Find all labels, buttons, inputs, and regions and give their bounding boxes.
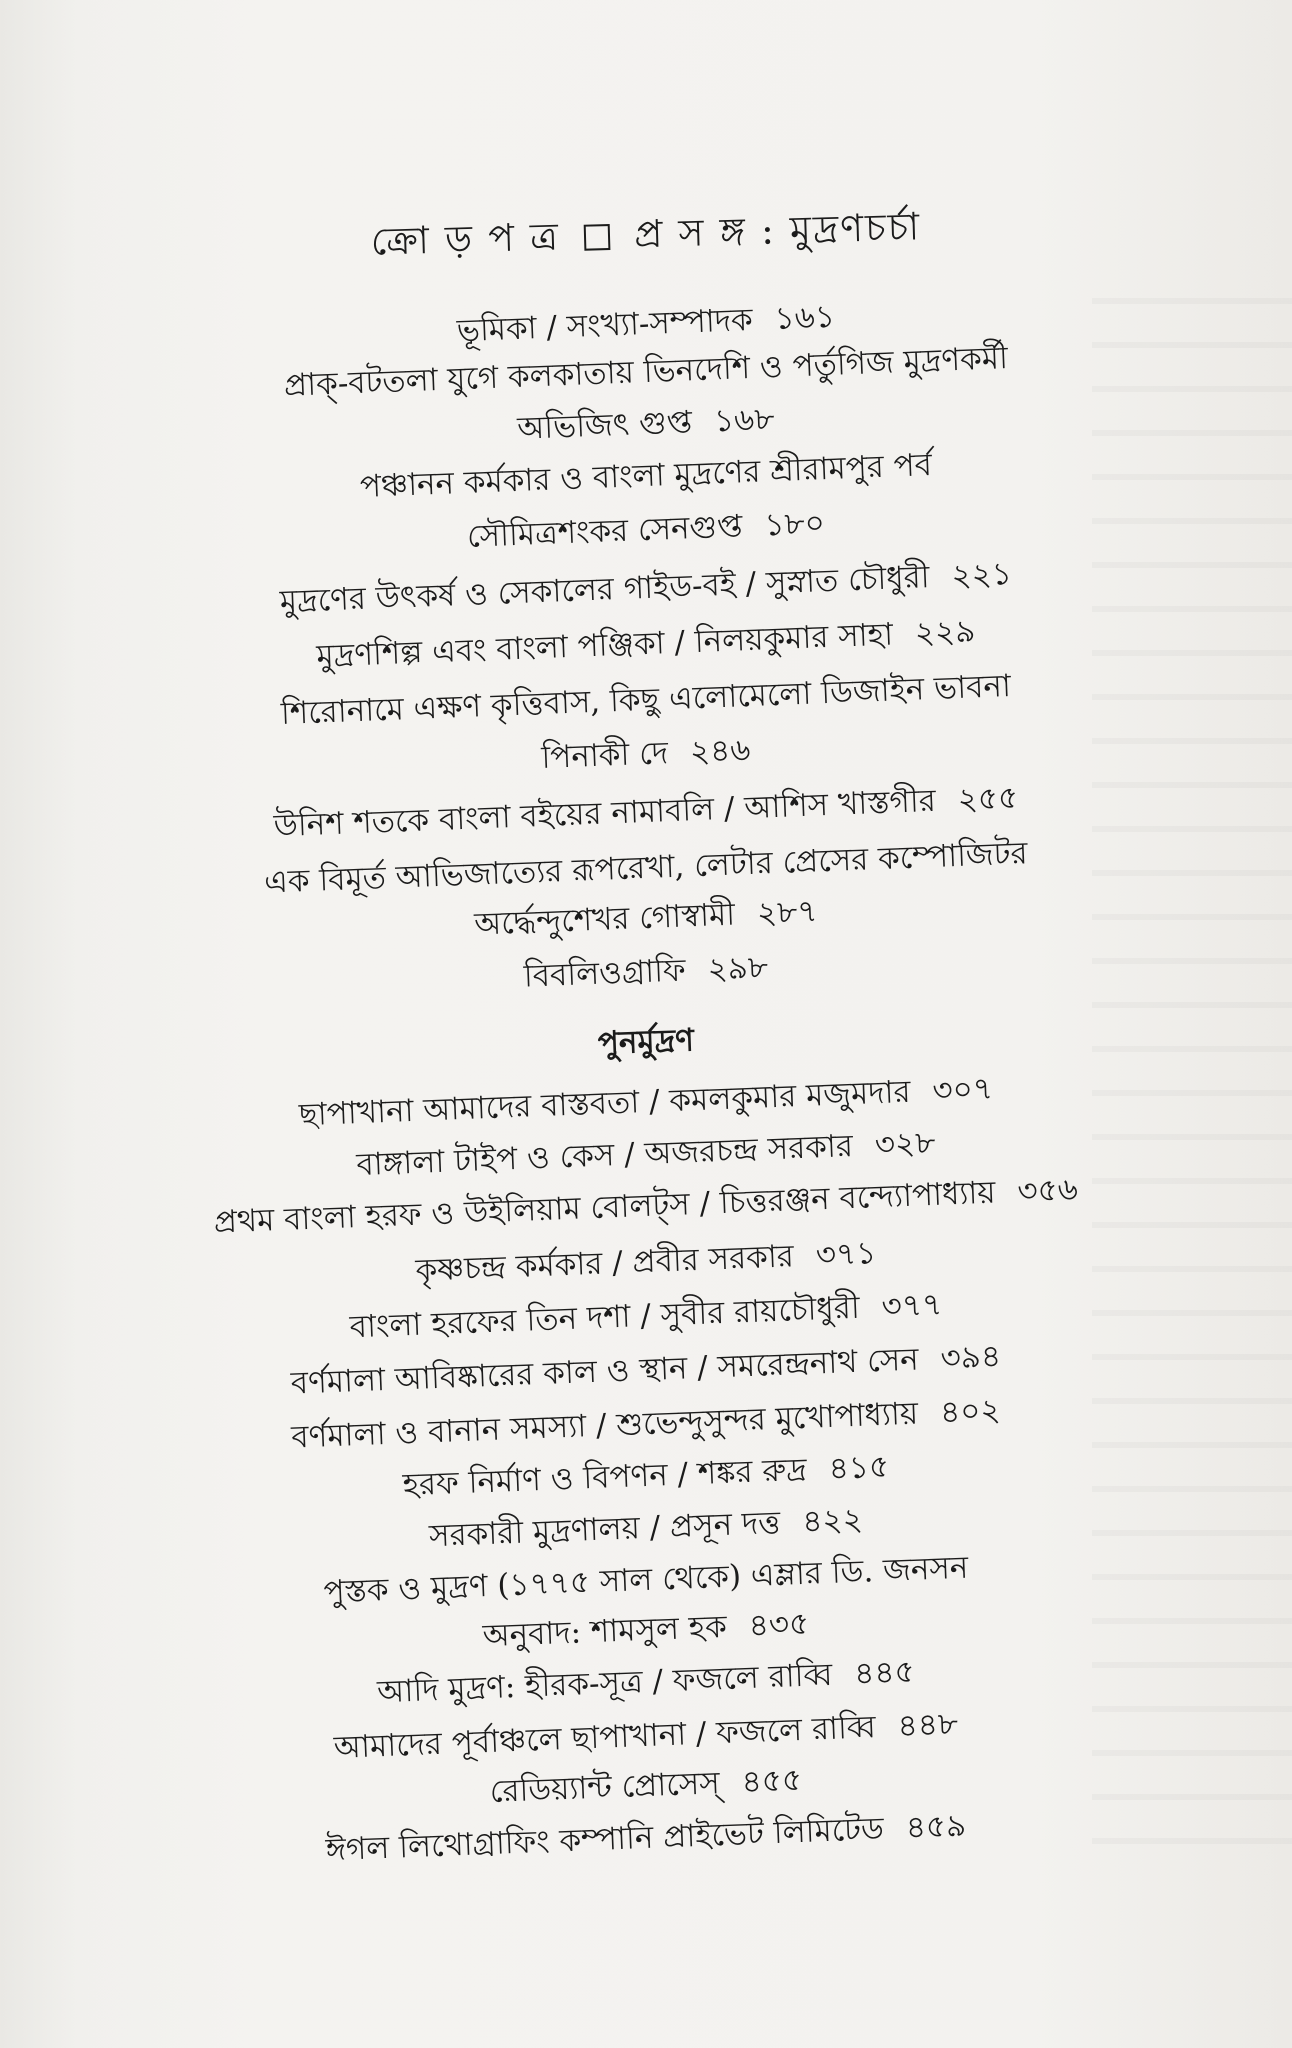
page-number: ২২১ (950, 555, 1013, 595)
page-number: ৪৫৫ (740, 1762, 803, 1801)
toc-entry: সৌমিত্রশংকর সেনগুপ্ত ১৮০ (466, 505, 826, 555)
toc-entry: পঞ্চানন কর্মকার ও বাংলা মুদ্রণের শ্রীরামপুর পর্ব (359, 447, 933, 505)
page-number: ৪৫৯ (905, 1807, 967, 1847)
toc-entry: কৃষ্ণচন্দ্র কর্মকার / প্রবীর সরকার ৩৭১ (414, 1235, 877, 1289)
page-number: ২৫৫ (957, 779, 1019, 819)
toc-entry: আমাদের পূর্বাঞ্চলে ছাপাখানা / ফজলে রাব্বি ৪৪৮ (333, 1706, 959, 1766)
page-number: ৪২২ (801, 1501, 864, 1540)
toc-entry: পিনাকী দে ২৪৬ (540, 732, 752, 777)
header-topic-label: প্র স ঙ্গ : মুদ্রণচর্চা (633, 204, 922, 257)
toc-entry: বাঙ্গালা টাইপ ও কেস / অজরচন্দ্র সরকার ৩২৮ (355, 1124, 936, 1184)
toc-entry: বিবলিওগ্রাফি ২৯৮ (523, 949, 769, 995)
toc-entry: শিরোনামে এক্ষণ কৃত্তিবাস, কিছু এলোমেলো ডিজাইন ভাবনা (280, 667, 1012, 733)
toc-entry: অর্দ্ধেন্দুশেখর গোস্বামী ২৮৭ (473, 893, 819, 943)
toc-entry: ছাপাখানা আমাদের বাস্তবতা / কমলকুমার মজুমদার ৩০৭ (298, 1070, 994, 1134)
toc-entry: অভিজিৎ গুপ্ত ১৬৮ (516, 401, 776, 447)
toc-entry: প্রথম বাংলা হরফ ও উইলিয়াম বোলট্স / চিত্তরঞ্জন বন্দ্যোপাধ্যায় ৩৫৬ (213, 1171, 1079, 1241)
toc-entry: ঈগল লিথোগ্রাফিং কম্পানি প্রাইভেট লিমিটেড ৪৫৯ (325, 1807, 967, 1869)
toc-entry: ভূমিকা / সংখ্যা-সম্পাদক ১৬১ (456, 298, 836, 350)
page-number: ১৬১ (773, 298, 836, 338)
toc-entry: প্রাক্-বটতলা যুগে কলকাতায় ভিনদেশি ও পর্তুগিজ মুদ্রণকর্মী (283, 340, 1009, 404)
page-number: ২২৯ (914, 613, 976, 652)
toc-entry: বর্ণমালা আবিষ্কারের কাল ও স্থান / সমরেন্দ্রনাথ সেন ৩৯৪ (290, 1338, 1002, 1402)
toc-entry: বর্ণমালা ও বানান সমস্যা / শুভেন্দুসুন্দর মুখোপাধ্যায় ৪০২ (290, 1392, 1002, 1456)
page-number: ৩৭৭ (880, 1286, 943, 1325)
toc-entry: আদি মুদ্রণ: হীরক-সূত্র / ফজলে রাব্বি ৪৪৫ (376, 1653, 916, 1711)
page-number: ৩৭১ (815, 1235, 877, 1274)
page-number: ২৪৬ (689, 732, 752, 771)
page-number: ৩২৮ (874, 1124, 936, 1164)
toc-entry: রেডিয়্যান্ট প্রোসেস্ ৪৫৫ (489, 1762, 803, 1810)
page-number: ৪৩৫ (748, 1605, 810, 1645)
page-number: ২৮৭ (756, 893, 819, 932)
section-title: পুনর্মুদ্রণ (597, 1022, 695, 1062)
page-number: ৩৯৪ (939, 1338, 1002, 1377)
toc-entry: বাংলা হরফের তিন দশা / সুবীর রায়চৌধুরী ৩৭৭ (349, 1286, 943, 1346)
toc-entry: হরফ নির্মাণ ও বিপণন / শঙ্কর রুদ্র ৪১৫ (402, 1448, 890, 1504)
page-number: ৪১৫ (828, 1448, 890, 1487)
page-number: ৪৪৮ (896, 1706, 959, 1745)
square-box-icon (584, 224, 611, 251)
toc-entry: সরকারী মুদ্রণালয় / প্রসূন দত্ত ৪২২ (428, 1501, 864, 1555)
page-number: ২৯৮ (706, 949, 769, 988)
page-number: ৪০২ (939, 1392, 1002, 1431)
page-number: ৪৪৫ (853, 1653, 916, 1692)
header-supplement-label: ক্রো ড় প ত্র (370, 214, 561, 264)
page-number: ৩০৭ (931, 1070, 994, 1109)
page-number: ৩৫৬ (1016, 1171, 1079, 1210)
toc-entry: মুদ্রণের উৎকর্ষ ও সেকালের গাইড-বই / সুস্নাত চৌধুরী ২২১ (279, 555, 1013, 621)
page-number: ১৬৮ (713, 401, 776, 440)
toc-entry: অনুবাদ: শামসুল হক ৪৩৫ (482, 1605, 810, 1655)
page-number: ১৮০ (763, 505, 826, 544)
toc-entry: উনিশ শতকে বাংলা বইয়ের নামাবলি / আশিস খাস্তগীর ২৫৫ (273, 779, 1019, 845)
toc-entry: এক বিমূর্ত আভিজাত্যের রূপরেখা, লেটার প্রেসের কম্পোজিটর (263, 835, 1029, 901)
toc-entry: পুস্তক ও মুদ্রণ (১৭৭৫ সাল থেকে) এম্লার ডি. জনসন (322, 1549, 969, 1611)
toc-entry: মুদ্রণশিল্প এবং বাংলা পঞ্জিকা / নিলয়কুমার সাহা ২২৯ (315, 613, 976, 675)
